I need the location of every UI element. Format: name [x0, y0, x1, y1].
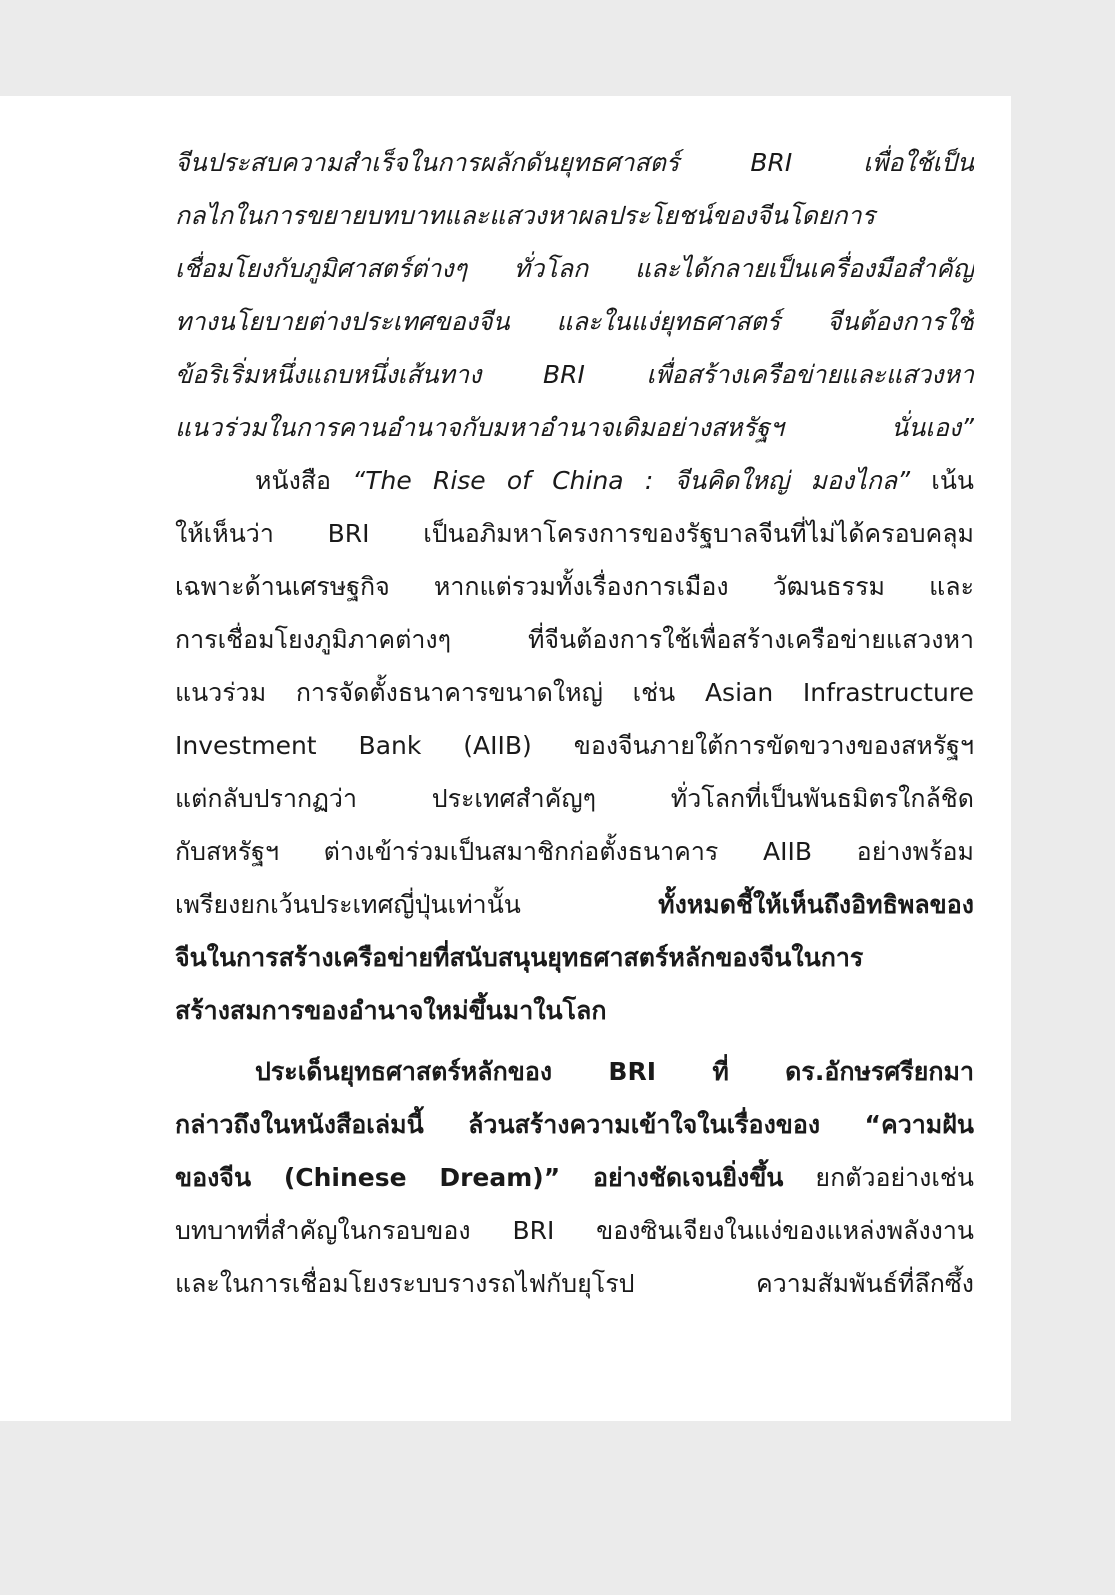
paragraph-line: กล่าวถึงในหนังสือเล่มนี้ ล้วนสร้างความเข้าใจในเรื่องของ “ความฝัน [175, 1110, 974, 1139]
book-paragraph [175, 454, 974, 1037]
quote-line: ทางนโยบายต่างประเทศของจีน และในแง่ยุทธศาสตร์ จีนต้องการใช้ [175, 307, 974, 336]
paragraph-line: แต่กลับปรากฏว่า ประเทศสำคัญๆ ทั่วโลกที่เป็นพันธมิตรใกล้ชิด [175, 784, 974, 813]
quote-line: กลไกในการขยายบทบาทและแสวงหาผลประโยชน์ของจีนโดยการ [175, 201, 876, 230]
quote-line: เชื่อมโยงกับภูมิศาสตร์ต่างๆ ทั่วโลก และได้กลายเป็นเครื่องมือสำคัญ [175, 254, 974, 283]
paragraph-line: กับสหรัฐฯ ต่างเข้าร่วมเป็นสมาชิกก่อตั้งธนาคาร AIIB อย่างพร้อม [175, 837, 974, 866]
paragraph-line: แนวร่วม การจัดตั้งธนาคารขนาดใหญ่ เช่น Asian Infrastructure [175, 678, 974, 707]
quote-line: แนวร่วมในการคานอำนาจกับมหาอำนาจเดิมอย่างสหรัฐฯ นั่นเอง” [175, 413, 974, 442]
paragraph-line: บทบาทที่สำคัญในกรอบของ BRI ของซินเจียงในแง่ของแหล่งพลังงาน [175, 1216, 974, 1245]
text-run: เพรียงยกเว้นประเทศญี่ปุ่นเท่านั้น [175, 890, 659, 919]
quote-line: ข้อริเริ่มหนึ่งแถบหนึ่งเส้นทาง BRI เพื่อสร้างเครือข่ายและแสวงหา [175, 360, 974, 389]
bold-run: ของจีน (Chinese Dream)” อย่างชัดเจนยิ่งขึ้น [175, 1163, 784, 1192]
paragraph-line: สร้างสมการของอำนาจใหม่ขึ้นมาในโลก [175, 996, 607, 1025]
paragraph-line: ประเด็นยุทธศาสตร์หลักของ BRI ที่ ดร.อักษรศรียกมา [255, 1057, 974, 1086]
paragraph-line: Investment Bank (AIIB) ของจีนภายใต้การขัดขวางของสหรัฐฯ [175, 731, 974, 760]
paragraph-line: ให้เห็นว่า BRI เป็นอภิมหาโครงการของรัฐบาลจีนที่ไม่ได้ครอบคลุม [175, 519, 974, 548]
paragraph-line: จีนในการสร้างเครือข่ายที่สนับสนุนยุทธศาสตร์หลักของจีนในการ [175, 943, 864, 972]
book-title: “The Rise of China : จีนคิดใหญ่ มองไกล” [352, 466, 911, 495]
body-text [175, 136, 974, 1310]
text-run: หนังสือ [255, 466, 353, 495]
paragraph-line: และในการเชื่อมโยงระบบรางรถไฟกับยุโรป ความสัมพันธ์ที่ลึกซึ้ง [175, 1269, 974, 1298]
quote-paragraph [175, 136, 974, 454]
paragraph-line: เฉพาะด้านเศรษฐกิจ หากแต่รวมทั้งเรื่องการเมือง วัฒนธรรม และ [175, 572, 974, 601]
text-run: เน้น [910, 466, 974, 495]
paragraph-line: การเชื่อมโยงภูมิภาคต่างๆ ที่จีนต้องการใช้เพื่อสร้างเครือข่ายแสวงหา [175, 625, 974, 654]
paragraph-line [175, 1151, 974, 1204]
paragraph-line [175, 454, 974, 507]
strategy-paragraph [175, 1045, 974, 1310]
paragraph-line [175, 878, 974, 931]
bold-run: ทั้งหมดชี้ให้เห็นถึงอิทธิพลของ [658, 890, 974, 919]
quote-line: จีนประสบความสำเร็จในการผลักดันยุทธศาสตร์ BRI เพื่อใช้เป็น [175, 148, 974, 177]
document-page [0, 96, 1011, 1421]
text-run: ยกตัวอย่างเช่น [783, 1163, 974, 1192]
